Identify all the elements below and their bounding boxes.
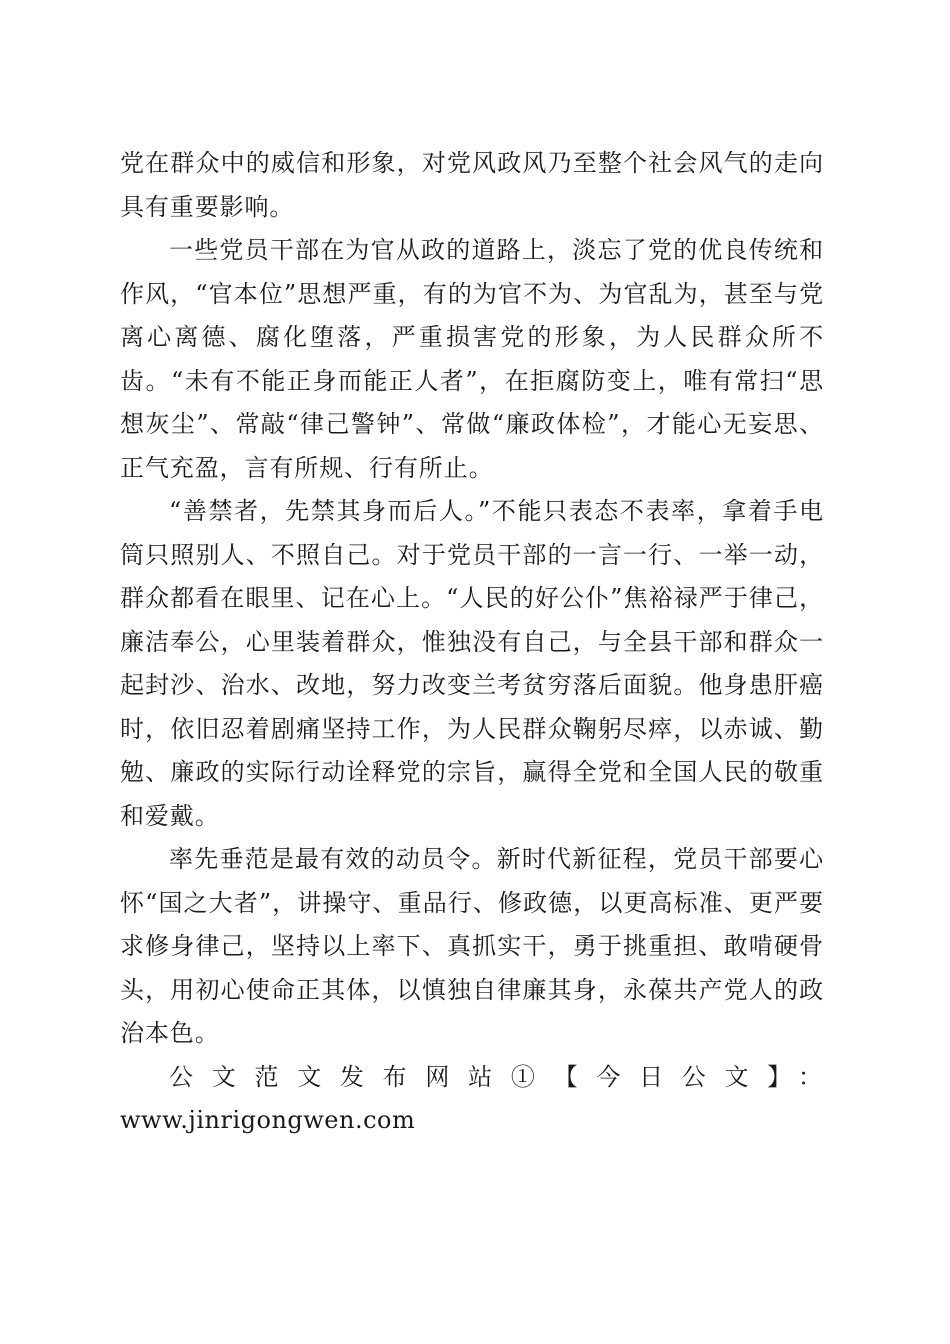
footer-url: www.jinrigongwen.com <box>120 1106 416 1134</box>
paragraph-3: “善禁者，先禁其身而后人。”不能只表态不表率，拿着手电筒只照别人、不照自己。对于党员干部的一言一行、一举一动，群众都看在眼里、记在心上。“人民的好公仆”焦裕禄严于律己，廉洁奉公，心里装着群众，惟独没有自己，与全县干部和群众一起封沙、治水、改地，努力改变兰考贫穷落后面貌。他身患肝癌时，依旧忍着剧痛坚持工作，为人民群众鞠躬尽瘁，以赤诚、勤勉、廉政的实际行动诠释党的宗旨，赢得全党和全国人民的敬重和爱戴。 <box>120 497 824 830</box>
document-body <box>120 142 824 1143</box>
paragraph-4: 率先垂范是最有效的动员令。新时代新征程，党员干部要心怀“国之大者”，讲操守、重品行、修政德，以更高标准、更严要求修身律己，坚持以上率下、真抓实干，勇于挑重担、敢啃硬骨头，用初心使命正其体，以慎独自律廉其身，永葆共产党人的政治本色。 <box>120 845 824 1047</box>
paragraph-2: 一些党员干部在为官从政的道路上，淡忘了党的优良传统和作风，“官本位”思想严重，有的为官不为、为官乱为，甚至与党离心离德、腐化堕落，严重损害党的形象，为人民群众所不齿。“未有不能正身而能正人者”，在拒腐防变上，唯有常扫“思想灰尘”、常敲“律己警钟”、常做“廉政体检”，才能心无妄思、正气充盈，言有所规、行有所止。 <box>120 236 824 482</box>
footer-label: 公文范文发布网站①【今日公文】： <box>169 1062 824 1091</box>
paragraph-1: 党在群众中的威信和形象，对党风政风乃至整个社会风气的走向具有重要影响。 <box>120 149 824 221</box>
